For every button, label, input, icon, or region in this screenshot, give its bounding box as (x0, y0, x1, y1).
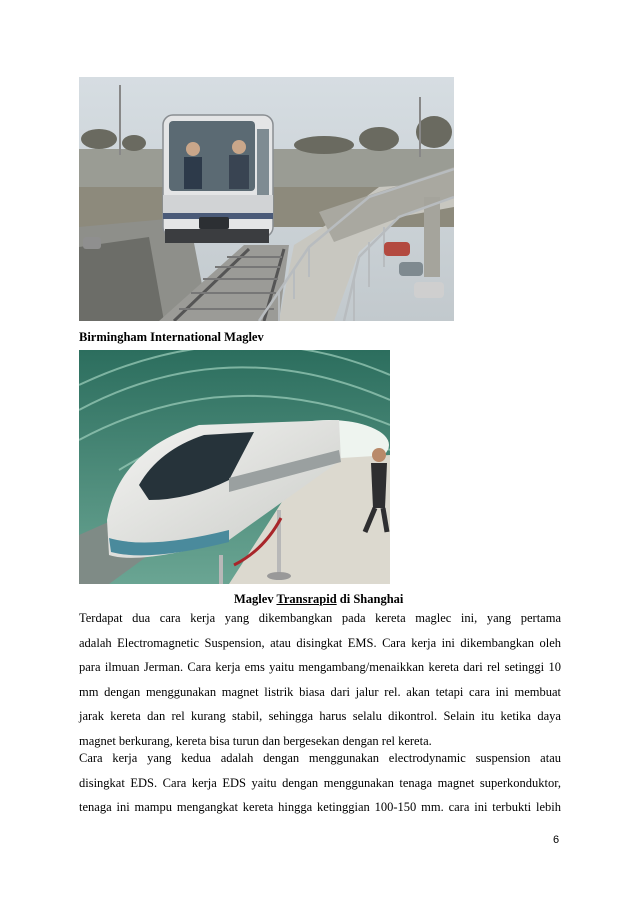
paragraph-line: para ilmuan Jerman. Cara kerja ems yaitu mengambang/menaikkan kereta dari rel setinggi 10 (79, 660, 561, 675)
paragraph-ems (79, 606, 561, 754)
figure-2-caption-suffix: di Shanghai (336, 592, 404, 606)
paragraph-line: Cara kerja yang kedua adalah dengan menggunakan electrodynamic suspension atau (79, 751, 561, 765)
shanghai-transrapid-photo (79, 350, 390, 584)
page-number: 6 (553, 834, 560, 846)
figure-2-caption (234, 592, 403, 607)
paragraph-line: Terdapat dua cara kerja yang dikembangkan pada kereta maglec ini, yang pertama (79, 611, 561, 625)
paragraph-line: tenaga ini mampu mengangkat kereta hingga ketinggian 100-150 mm. cara ini terbukti lebih (79, 800, 561, 815)
paragraph-line: jarak kereta dan rel kurang stabil, sehingga harus selalu dikontrol. Selain itu ketika daya (79, 709, 561, 724)
paragraph-line: mm dengan menggunakan magnet listrik biasa dari jalur rel. akan tetapi cara ini membuat (79, 684, 561, 699)
paragraph-line: adalah Electromagnetic Suspension, atau disingkat EMS. Cara kerja ini dikembangkan oleh (79, 635, 561, 650)
paragraph-eds (79, 746, 561, 820)
figure-1-caption: Birmingham International Maglev (79, 330, 264, 344)
birmingham-maglev-photo (79, 77, 454, 321)
paragraph-line: magnet berkurang, kereta bisa turun dan bergesekan dengan rel kereta. (79, 733, 432, 748)
figure-2-caption-prefix: Maglev (234, 592, 277, 606)
paragraph-line: disingkat EDS. Cara kerja EDS yaitu dengan menggunakan tenaga magnet superkonduktor, (79, 775, 561, 790)
transrapid-link[interactable]: Transrapid (276, 592, 337, 606)
